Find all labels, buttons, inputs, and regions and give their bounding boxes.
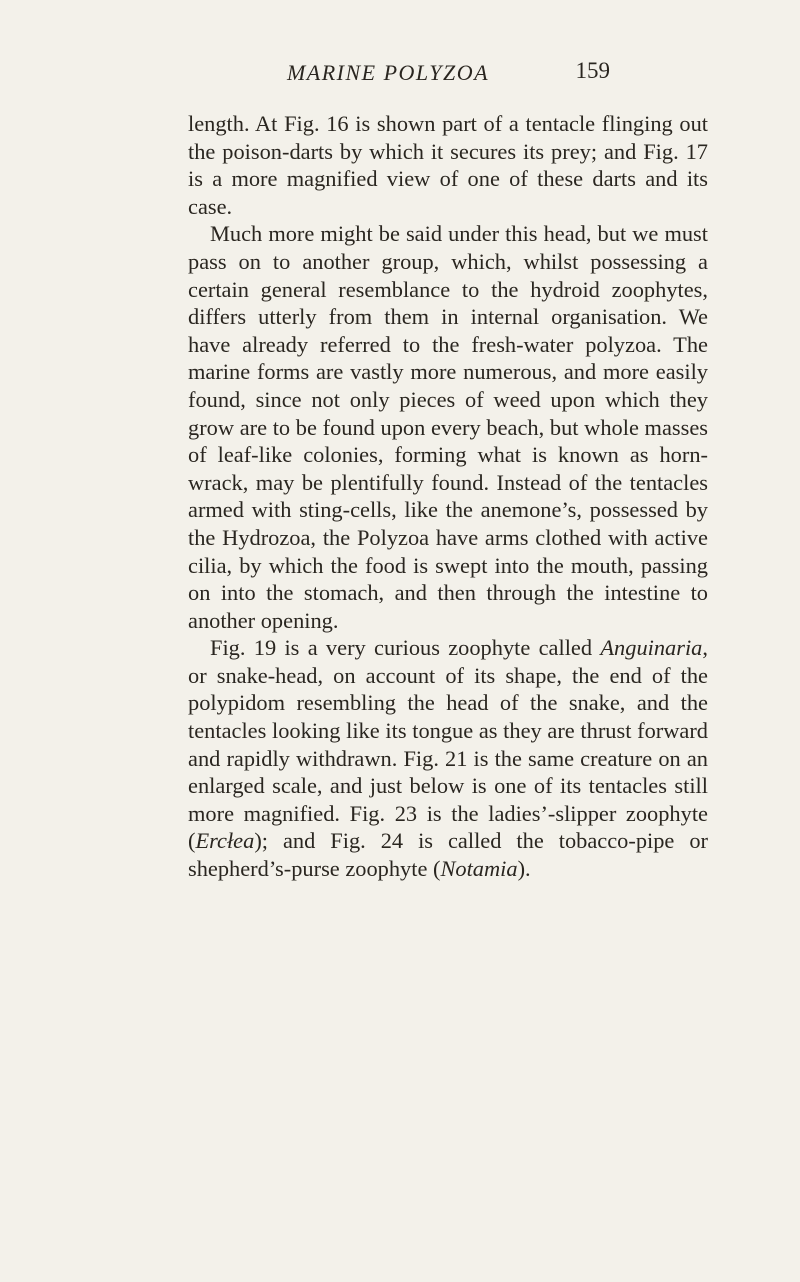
page-number: 159 — [575, 58, 610, 83]
genus-name-ercaea: Ercłea — [195, 828, 255, 854]
paragraph-3 — [188, 634, 708, 882]
body-text — [188, 110, 708, 883]
running-title: MARINE POLYZOA — [286, 60, 490, 85]
genus-name-notamia: Notamia — [440, 856, 518, 882]
paragraph-1 — [188, 110, 708, 220]
paragraph-3-text-a: Fig. 19 is a very curious zoophyte called — [210, 635, 601, 661]
genus-name-anguinaria: Anguinaria — [600, 635, 703, 661]
paragraph-3-text-b: , or snake-head, on account of its shape, the end of the polypidom resembling the head of the snake, and the tentacles looking like its tongue as they are thrust forward and rapidly withdrawn. Fig. 21 is the same creature on an enlarged scale, and just below is one of its tentacles still more magnified. Fig. 23 is the ladies’-slipper zoophyte ( — [188, 635, 708, 854]
paragraph-3-text-c: ); and Fig. 24 is called the tobacco-pipe or shepherd’s-purse zoophyte ( — [188, 828, 708, 882]
paragraph-3-text-d: ). — [517, 856, 531, 882]
paragraph-1-text: length. At Fig. 16 is shown part of a tentacle flinging out the poison-darts by which it secures its prey; and Fig. 17 is a more magnified view of one of these darts and its case. — [188, 111, 708, 219]
paragraph-2 — [188, 220, 708, 634]
paragraph-2-text: Much more might be said under this head, but we must pass on to another group, which, whilst possessing a certain general resemblance to the hydroid zoophytes, differs utterly from them in internal organisation. We have already referred to the fresh-water polyzoa. The marine forms are vastly more numerous, and more easily found, since not only pieces of weed upon which they grow are to be found upon every beach, but whole masses of leaf-like colonies, forming what is known as horn-wrack, may be plentifully found. Instead of the tentacles armed with sting-cells, like the anemone’s, possessed by the Hydrozoa, the Polyzoa have arms clothed with active cilia, by which the food is swept into the mouth, passing on into the stomach, and then through the intestine to another opening. — [188, 221, 708, 633]
